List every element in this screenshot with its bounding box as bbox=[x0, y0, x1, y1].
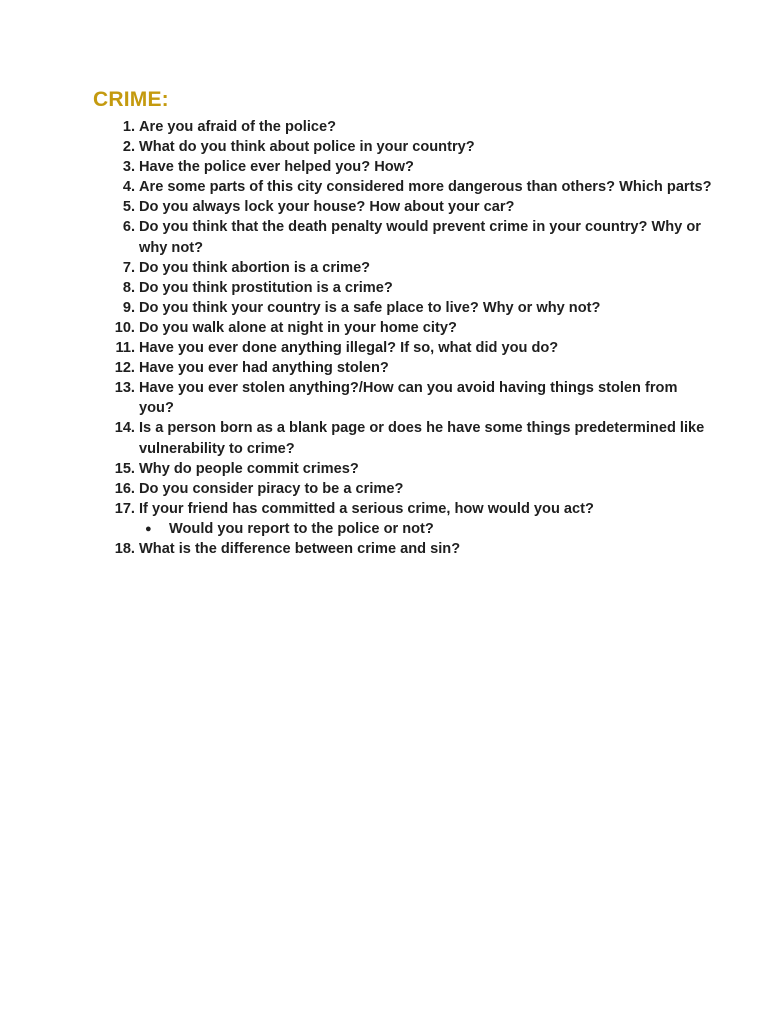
list-item bbox=[112, 318, 712, 338]
item-text: Have you ever stolen anything?/How can you avoid having things stolen from you? bbox=[139, 380, 678, 417]
item-text: Have the police ever helped you? How? bbox=[139, 159, 414, 176]
item-number: 4. bbox=[122, 179, 135, 196]
item-text: Why do people commit crimes? bbox=[139, 460, 359, 477]
item-text: Do you consider piracy to be a crime? bbox=[139, 480, 404, 497]
item-number: 3. bbox=[122, 159, 135, 176]
list-item bbox=[112, 418, 712, 458]
item-number: 6. bbox=[122, 219, 135, 236]
list-item bbox=[112, 197, 712, 217]
item-number: 18. bbox=[114, 540, 135, 557]
list-item bbox=[112, 338, 712, 358]
list-item bbox=[112, 459, 712, 479]
item-number: 11. bbox=[115, 340, 135, 357]
page-title: CRIME: bbox=[93, 88, 169, 111]
item-number: 16. bbox=[114, 480, 135, 497]
item-number: 9. bbox=[122, 299, 135, 316]
item-number: 17. bbox=[114, 500, 135, 517]
item-text: Do you think abortion is a crime? bbox=[139, 259, 371, 276]
bullet-icon: ● bbox=[145, 522, 152, 535]
item-number: 10. bbox=[114, 319, 135, 336]
item-text: Do you think that the death penalty would prevent crime in your country? Why or why not? bbox=[139, 219, 701, 256]
list-item bbox=[112, 117, 712, 137]
item-text: Do you always lock your house? How about your car? bbox=[139, 199, 515, 216]
item-text: What is the difference between crime and sin? bbox=[139, 540, 461, 557]
list-item bbox=[112, 499, 712, 519]
item-number: 14. bbox=[114, 420, 135, 437]
item-text: Are some parts of this city considered more dangerous than others? Which parts? bbox=[139, 179, 712, 196]
item-text: Have you ever done anything illegal? If so, what did you do? bbox=[139, 340, 559, 357]
list-item bbox=[112, 137, 712, 157]
list-item bbox=[112, 217, 712, 257]
list-item bbox=[112, 378, 712, 418]
item-text: If your friend has committed a serious crime, how would you act? bbox=[139, 500, 594, 517]
item-text: Do you think prostitution is a crime? bbox=[139, 279, 393, 296]
item-text: What do you think about police in your country? bbox=[139, 139, 475, 156]
list-item bbox=[112, 278, 712, 298]
item-text: Is a person born as a blank page or does he have some things predetermined like vulnerability to crime? bbox=[139, 420, 705, 457]
item-text: Have you ever had anything stolen? bbox=[139, 360, 389, 377]
item-number: 15. bbox=[114, 460, 135, 477]
item-number: 7. bbox=[122, 259, 135, 276]
item-number: 8. bbox=[122, 279, 135, 296]
item-number: 5. bbox=[122, 199, 135, 216]
list-item bbox=[112, 258, 712, 278]
list-item bbox=[112, 358, 712, 378]
list-item bbox=[112, 157, 712, 177]
question-list bbox=[112, 117, 712, 559]
item-text: Do you walk alone at night in your home city? bbox=[139, 319, 457, 336]
item-number: 2. bbox=[122, 139, 135, 156]
item-number: 1. bbox=[122, 119, 135, 135]
list-item bbox=[112, 298, 712, 318]
item-text: Do you think your country is a safe place to live? Why or why not? bbox=[139, 299, 601, 316]
item-text: Are you afraid of the police? bbox=[139, 119, 337, 135]
list-item bbox=[112, 479, 712, 499]
list-item bbox=[112, 539, 712, 559]
item-number: 13. bbox=[114, 380, 135, 397]
list-item bbox=[112, 177, 712, 197]
sub-list-item bbox=[112, 519, 712, 539]
item-number: 12. bbox=[114, 360, 135, 377]
sub-item-text: Would you report to the police or not? bbox=[169, 520, 434, 537]
